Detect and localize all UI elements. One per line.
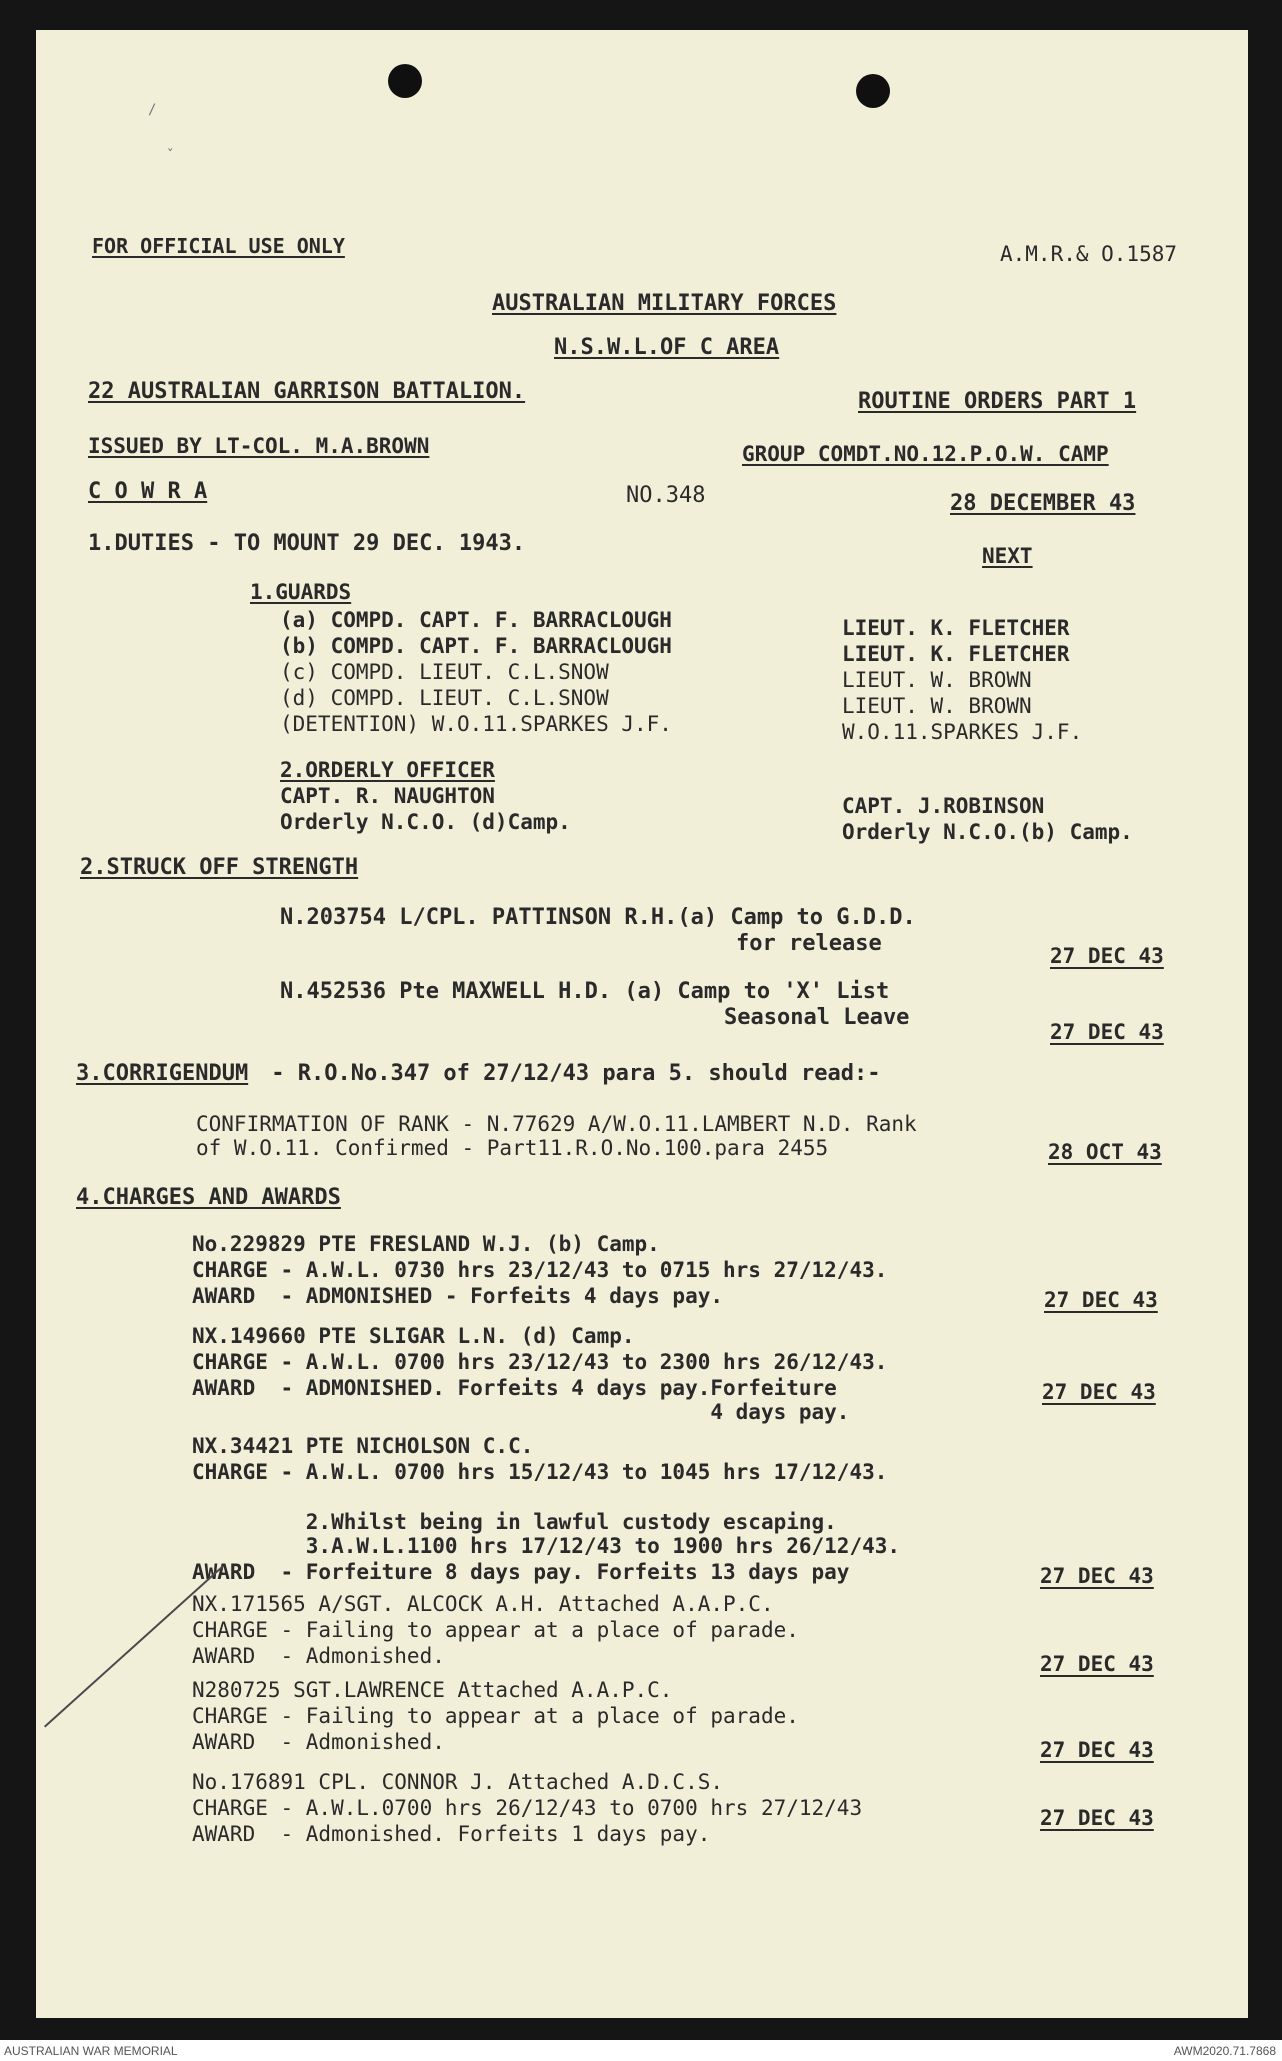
group-commandant: GROUP COMDT.NO.12.P.O.W. CAMP <box>742 442 1109 466</box>
charge-line: No.229829 PTE FRESLAND W.J. (b) Camp. <box>192 1232 660 1256</box>
charge-line: 3.A.W.L.1100 hrs 17/12/43 to 1900 hrs 26/12/43. <box>192 1534 901 1558</box>
duties-heading: 1.DUTIES - TO MOUNT 29 DEC. 1943. <box>88 531 526 556</box>
place-name: C O W R A <box>88 479 208 504</box>
guards-heading: 1.GUARDS <box>250 580 352 604</box>
next-orderly-nco: Orderly N.C.O.(b) Camp. <box>842 820 1133 844</box>
corrigendum-text: - R.O.No.347 of 27/12/43 para 5. should read:- <box>258 1061 881 1086</box>
corrigendum-heading: 3.CORRIGENDUM <box>76 1061 249 1086</box>
struck-entry-line: N.452536 Pte MAXWELL H.D. (a) Camp to 'X' List <box>280 979 890 1004</box>
guard-left: (c) COMPD. LIEUT. C.L.SNOW <box>280 660 609 684</box>
charge-line: 4 days pay. <box>192 1400 850 1424</box>
charge-line: NX.149660 PTE SLIGAR L.N. (d) Camp. <box>192 1324 635 1348</box>
charge-line: AWARD - Admonished. <box>192 1730 445 1754</box>
pencil-mark: / <box>148 102 157 118</box>
punch-hole-left <box>388 64 422 98</box>
charge-line: N280725 SGT.LAWRENCE Attached A.A.P.C. <box>192 1678 673 1702</box>
archive-name: AUSTRALIAN WAR MEMORIAL <box>4 2044 178 2058</box>
issued-by: ISSUED BY LT-COL. M.A.BROWN <box>88 434 430 458</box>
charge-date: 27 DEC 43 <box>1040 1806 1154 1830</box>
pencil-mark: ˇ <box>166 148 175 164</box>
guard-right: LIEUT. W. BROWN <box>842 694 1032 718</box>
charge-line: NX.171565 A/SGT. ALCOCK A.H. Attached A.A.P.C. <box>192 1592 774 1616</box>
guard-left: (a) COMPD. CAPT. F. BARRACLOUGH <box>280 608 672 632</box>
struck-entry-line: N.203754 L/CPL. PATTINSON R.H.(a) Camp to G.D.D. <box>280 905 916 930</box>
document-page <box>36 30 1248 2018</box>
charge-date: 27 DEC 43 <box>1040 1738 1154 1762</box>
charge-line: CHARGE - A.W.L.0700 hrs 26/12/43 to 0700 hrs 27/12/43 <box>192 1796 863 1820</box>
archive-footer <box>0 2040 1282 2061</box>
orderly-officer: CAPT. R. NAUGHTON <box>280 784 495 808</box>
struck-entry-line: for release <box>736 931 882 956</box>
official-use-label: FOR OFFICIAL USE ONLY <box>92 234 345 258</box>
orderly-heading: 2.ORDERLY OFFICER <box>280 758 495 782</box>
guard-right: LIEUT. K. FLETCHER <box>842 642 1070 666</box>
charge-line: CHARGE - Failing to appear at a place of parade. <box>192 1704 799 1728</box>
charge-line: 2.Whilst being in lawful custody escaping. <box>192 1510 837 1534</box>
guard-right: W.O.11.SPARKES J.F. <box>842 720 1083 744</box>
order-date: 28 DECEMBER 43 <box>950 491 1136 516</box>
charge-line: AWARD - Admonished. Forfeits 1 days pay. <box>192 1822 711 1846</box>
charge-date: 27 DEC 43 <box>1040 1652 1154 1676</box>
charge-line: CHARGE - Failing to appear at a place of parade. <box>192 1618 799 1642</box>
forces-title: AUSTRALIAN MILITARY FORCES <box>492 291 837 316</box>
guard-right: LIEUT. W. BROWN <box>842 668 1032 692</box>
struck-entry-date: 27 DEC 43 <box>1050 944 1164 968</box>
charge-line: NX.34421 PTE NICHOLSON C.C. <box>192 1434 534 1458</box>
charge-date: 27 DEC 43 <box>1044 1288 1158 1312</box>
charge-line: AWARD - Forfeiture 8 days pay. Forfeits 13 days pay <box>192 1560 850 1584</box>
punch-hole-right <box>856 74 890 108</box>
battalion-name: 22 AUSTRALIAN GARRISON BATTALION. <box>88 379 526 404</box>
charge-date: 27 DEC 43 <box>1042 1380 1156 1404</box>
struck-off-heading: 2.STRUCK OFF STRENGTH <box>80 855 359 880</box>
archive-reference: AWM2020.71.7868 <box>1173 2044 1276 2058</box>
charge-line: CHARGE - A.W.L. 0730 hrs 23/12/43 to 0715 hrs 27/12/43. <box>192 1258 888 1282</box>
guard-left: (d) COMPD. LIEUT. C.L.SNOW <box>280 686 609 710</box>
charges-heading: 4.CHARGES AND AWARDS <box>76 1185 341 1210</box>
guard-right: LIEUT. K. FLETCHER <box>842 616 1070 640</box>
order-number: NO.348 <box>626 483 706 508</box>
routine-orders-title: ROUTINE ORDERS PART 1 <box>858 389 1137 414</box>
charge-line: CHARGE - A.W.L. 0700 hrs 15/12/43 to 1045 hrs 17/12/43. <box>192 1460 888 1484</box>
form-reference: A.M.R.& O.1587 <box>1000 242 1178 266</box>
struck-entry-date: 27 DEC 43 <box>1050 1020 1164 1044</box>
charge-line: AWARD - Admonished. <box>192 1644 445 1668</box>
struck-entry-line: Seasonal Leave <box>724 1005 910 1030</box>
next-label: NEXT <box>982 544 1033 568</box>
next-orderly-officer: CAPT. J.ROBINSON <box>842 794 1045 818</box>
charge-line: CHARGE - A.W.L. 0700 hrs 23/12/43 to 2300 hrs 26/12/43. <box>192 1350 888 1374</box>
charge-line: AWARD - ADMONISHED. Forfeits 4 days pay.Forfeiture <box>192 1376 837 1400</box>
charge-line: No.176891 CPL. CONNOR J. Attached A.D.C.S. <box>192 1770 724 1794</box>
guard-left: (b) COMPD. CAPT. F. BARRACLOUGH <box>280 634 672 658</box>
guard-left: (DETENTION) W.O.11.SPARKES J.F. <box>280 712 672 736</box>
corrigendum-line: CONFIRMATION OF RANK - N.77629 A/W.O.11.LAMBERT N.D. Rank <box>196 1112 917 1136</box>
charge-line: AWARD - ADMONISHED - Forfeits 4 days pay. <box>192 1284 724 1308</box>
charge-date: 27 DEC 43 <box>1040 1564 1154 1588</box>
area-title: N.S.W.L.OF C AREA <box>554 335 780 360</box>
corrigendum-date: 28 OCT 43 <box>1048 1140 1162 1164</box>
orderly-nco: Orderly N.C.O. (d)Camp. <box>280 810 571 834</box>
corrigendum-line: of W.O.11. Confirmed - Part11.R.O.No.100.para 2455 <box>196 1136 829 1160</box>
